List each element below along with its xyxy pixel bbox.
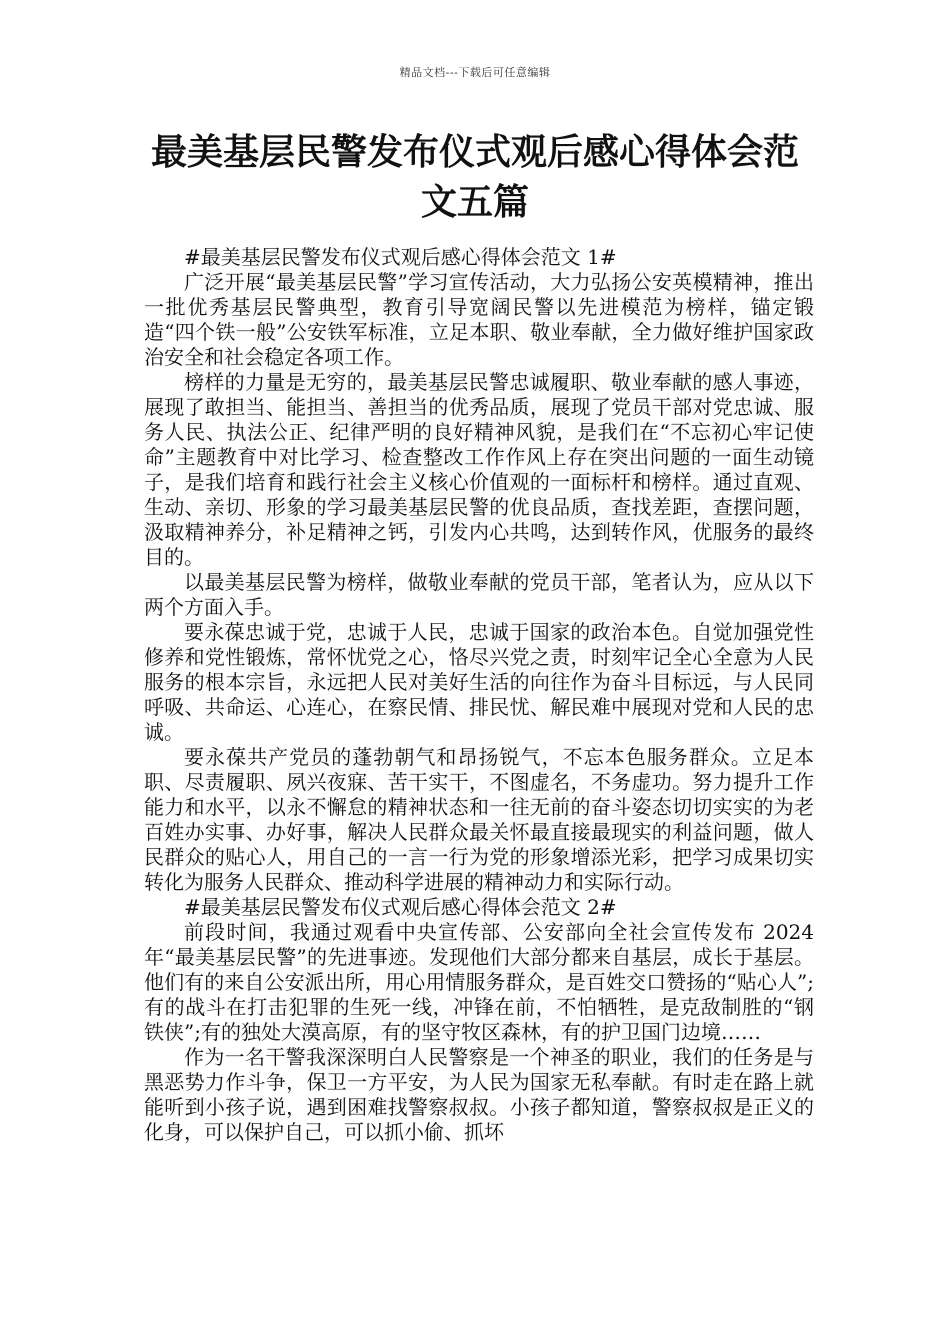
document-body xyxy=(144,245,814,1145)
paragraph: 要永葆共产党员的蓬勃朝气和昂扬锐气，不忘本色服务群众。立足本职、尽责履职、夙兴夜寐、苦干实干，不图虚名，不务虚功。努力提升工作能力和水平，以永不懈怠的精神状态和一往无前的奋斗姿态切切实实的为老百姓办实事、办好事，解决人民群众最关怀最直接最现实的利益问题，做人民群众的贴心人，用自己的一言一行为党的形象增添光彩，把学习成果切实转化为服务人民群众、推动科学进展的精神动力和实际行动。 xyxy=(144,745,814,894)
paragraph: 要永葆忠诚于党，忠诚于人民，忠诚于国家的政治本色。自觉加强党性修养和党性锻炼，常怀忧党之心，恪尽兴党之责，时刻牢记全心全意为人民服务的根本宗旨，永远把人民对美好生活的向往作为奋斗目标远，与人民同呼吸、共命运、心连心，在察民情、排民忧、解民难中展现对党和人民的忠诚。 xyxy=(144,620,814,744)
paragraph: 广泛开展“最美基层民警”学习宣传活动，大力弘扬公安英模精神，推出一批优秀基层民警典型，教育引导宽阔民警以先进模范为榜样，锚定锻造“四个铁一般”公安铁军标准，立足本职、敬业奉献，全力做好维护国家政治安全和社会稳定各项工作。 xyxy=(144,270,814,369)
document-title: 最美基层民警发布仪式观后感心得体会范文五篇 xyxy=(150,132,799,223)
paragraph: 前段时间，我通过观看中央宣传部、公安部向全社会宣传发布 2024 年“最美基层民警”的先进事迹。发现他们大部分都来自基层，成长于基层。他们有的来自公安派出所，用心用情服务群众，是百姓交口赞扬的“贴心人”;有的战斗在打击犯罪的生死一线，冲锋在前，不怕牺牲，是克敌制胜的“钢铁侠”;有的独处大漠高原，有的坚守牧区森林，有的护卫国门边境…… xyxy=(144,920,814,1044)
section-heading-2: #最美基层民警发布仪式观后感心得体会范文 2# xyxy=(184,895,617,919)
header-note: 精品文档---下载后可任意编辑 xyxy=(399,66,551,79)
section-heading-1: #最美基层民警发布仪式观后感心得体会范文 1# xyxy=(184,245,617,269)
paragraph: 以最美基层民警为榜样，做敬业奉献的党员干部，笔者认为，应从以下两个方面入手。 xyxy=(144,570,814,619)
paragraph: 榜样的力量是无穷的，最美基层民警忠诚履职、敬业奉献的感人事迹，展现了敢担当、能担当、善担当的优秀品质，展现了党员干部对党忠诚、服务人民、执法公正、纪律严明的良好精神风貌，是我们在“不忘初心牢记使命”主题教育中对比学习、检查整改工作作风上存在突出问题的一面生动镜子，是我们培育和践行社会主义核心价值观的一面标杆和榜样。通过直观、生动、亲切、形象的学习最美基层民警的优良品质，查找差距，查摆问题，汲取精神养分，补足精神之钙，引发内心共鸣，达到转作风，优服务的最终目的。 xyxy=(144,370,814,569)
paragraph: 作为一名干警我深深明白人民警察是一个神圣的职业，我们的任务是与黑恶势力作斗争，保卫一方平安，为人民为国家无私奉献。有时走在路上就能听到小孩子说，遇到困难找警察叔叔。小孩子都知道，警察叔叔是正义的化身，可以保护自己，可以抓小偷、抓坏 xyxy=(144,1045,814,1144)
